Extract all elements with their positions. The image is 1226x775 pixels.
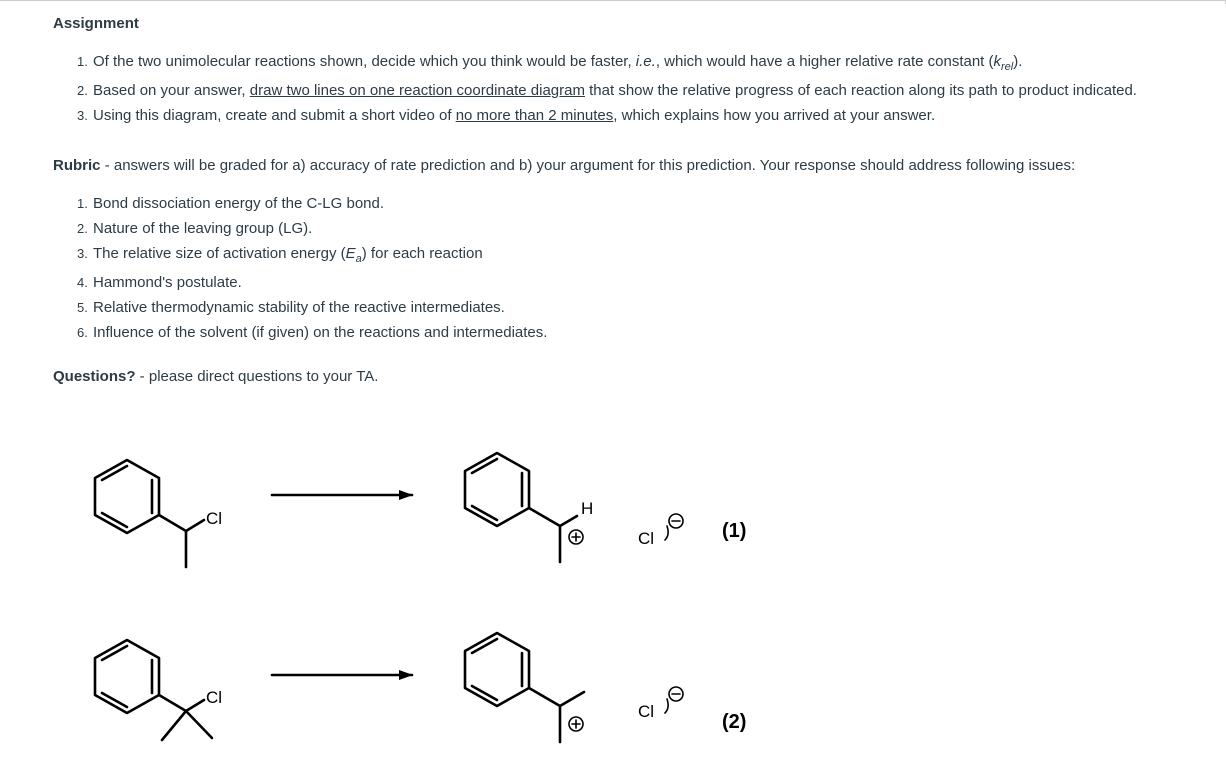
item-number: 3.: [77, 108, 88, 123]
list-item: 4. Hammond's postulate.: [77, 274, 242, 291]
list-item: 2. Based on your answer, draw two lines on one reaction coordinate diagram that show the relative progress of each reaction along its path to product indicated.: [77, 82, 1137, 99]
questions-label: Questions?: [53, 368, 136, 385]
reactant-1-structure: [95, 460, 204, 567]
product-1-structure: [465, 453, 577, 562]
list-item: 3. Using this diagram, create and submit a short video of no more than 2 minutes, which explains how you arrived at your answer.: [77, 107, 936, 124]
rubric-paragraph: Rubric - answers will be graded for a) accuracy of rate prediction and b) your argument for this prediction. Your response should address following issues:: [53, 157, 1076, 174]
reactant-1-leaving-group: Cl: [206, 509, 223, 528]
diagram-link: draw two lines on one reaction coordinate diagram: [249, 82, 585, 99]
item-number: 2.: [77, 83, 88, 98]
list-item: 3. The relative size of activation energy $(E_a)$ for each reaction: [77, 245, 483, 265]
questions-paragraph: Questions? - please direct questions to your TA.: [53, 368, 379, 385]
item-number: 1.: [77, 54, 88, 69]
chloride-1: Cl: [638, 529, 655, 548]
rubric-label: Rubric: [53, 157, 101, 174]
assignment-heading: Assignment: [53, 15, 139, 32]
reaction-number-1: (1): [722, 520, 747, 542]
reaction-scheme: [0, 420, 1226, 775]
list-item: 2. Nature of the leaving group (LG).: [77, 220, 313, 237]
top-border: [0, 0, 1226, 4]
product-1-hydrogen: H: [581, 499, 594, 518]
product-2-structure: [465, 633, 584, 742]
video-length-link: no more than 2 minutes: [455, 107, 614, 124]
list-item: 5. Relative thermodynamic stability of the reactive intermediates.: [77, 299, 505, 316]
chloride-2: Cl: [638, 702, 655, 721]
list-item: 1. Of the two unimolecular reactions shown, decide which you think would be faster, i.e., which would have a higher relative rate constant $(k_{rel})$.: [77, 53, 1023, 73]
list-item: 6. Influence of the solvent (if given) on the reactions and intermediates.: [77, 324, 548, 341]
reactant-2-structure: [95, 640, 212, 740]
list-item: 1. Bond dissociation energy of the C-LG bond.: [77, 195, 385, 212]
reaction-number-2: (2): [722, 711, 747, 733]
reactant-2-leaving-group: Cl: [206, 688, 223, 707]
